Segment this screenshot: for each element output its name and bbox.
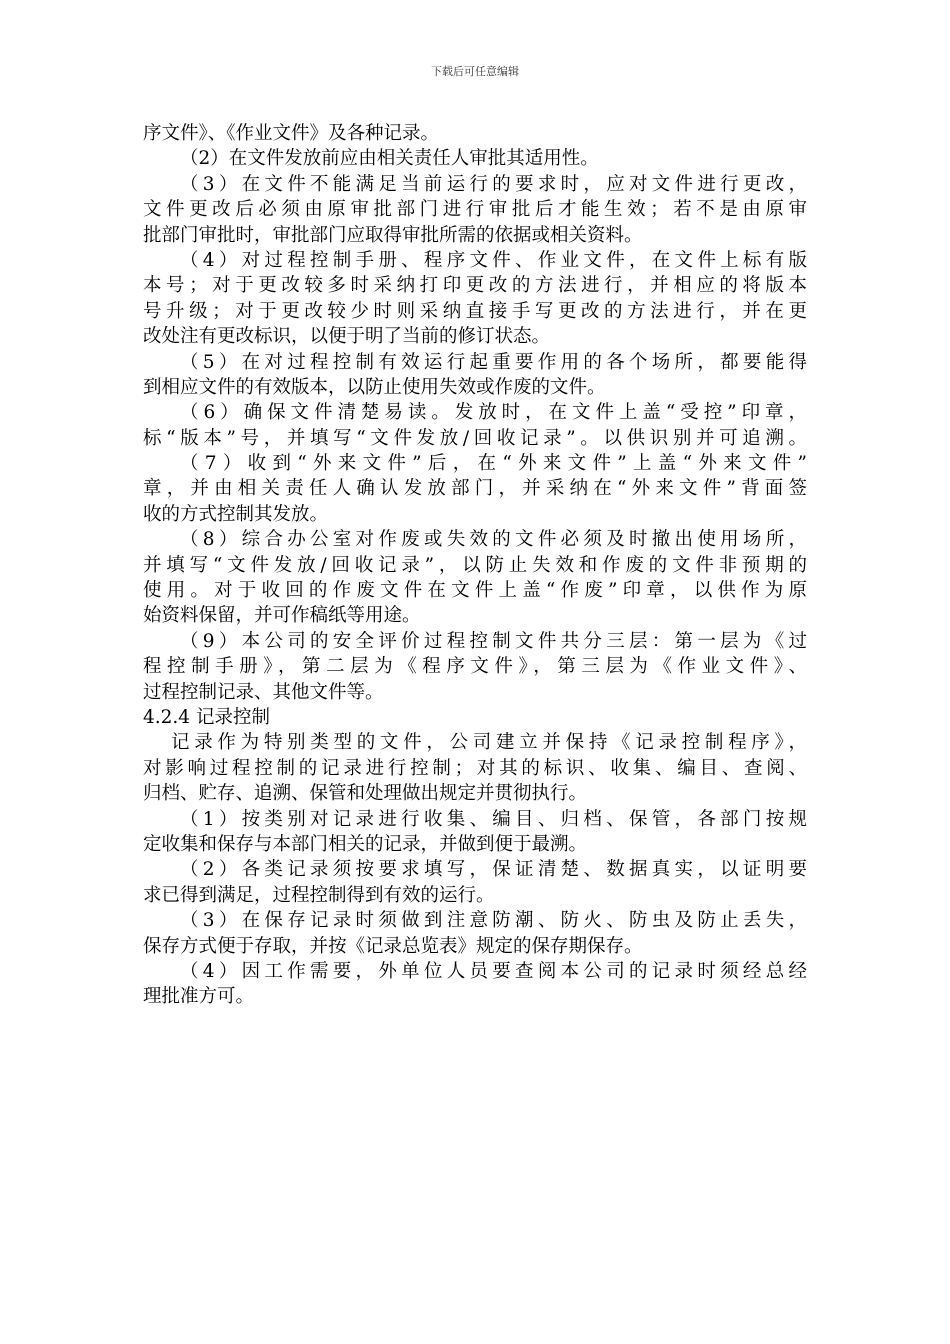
text-line: （8）综合办公室对作废或失效的文件必须及时撤出使用场所， bbox=[180, 529, 807, 551]
text-line: 归档、贮存、追溯、保管和处理做出规定并贯彻执行。 bbox=[143, 783, 588, 805]
text-line: （3）在保存记录时须做到注意防潮、防火、防虫及防止丢失， bbox=[180, 910, 807, 932]
text-line: （3）在文件不能满足当前运行的要求时，应对文件进行更改， bbox=[180, 173, 807, 195]
text-line: 求已得到满足，过程控制得到有效的运行。 bbox=[143, 884, 495, 906]
text-line: 始资料保留，并可作稿纸等用途。 bbox=[143, 605, 421, 627]
section-heading: 4.2.4 记录控制 bbox=[143, 706, 270, 728]
text-line: 过程控制记录、其他文件等。 bbox=[143, 681, 384, 703]
document-body bbox=[143, 121, 807, 1010]
text-line: 本号；对于更改较多时采纳打印更改的方法进行，并相应的将版本 bbox=[143, 275, 807, 297]
text-line: 理批准方可。 bbox=[143, 986, 255, 1008]
text-line: 定收集和保存与本部门相关的记录，并做到便于最溯。 bbox=[143, 833, 588, 855]
text-line: （2）各类记录须按要求填写，保证清楚、数据真实，以证明要 bbox=[180, 859, 807, 881]
text-line: （9）本公司的安全评价过程控制文件共分三层：第一层为《过 bbox=[180, 630, 807, 652]
text-line: 文件更改后必须由原审批部门进行审批后才能生效；若不是由原审 bbox=[143, 199, 807, 221]
text-line: 对影响过程控制的记录进行控制；对其的标识、收集、编目、查阅、 bbox=[143, 757, 807, 779]
text-line: 记录作为特别类型的文件，公司建立并保持《记录控制程序》， bbox=[171, 732, 807, 754]
text-line: 到相应文件的有效版本，以防止使用失效或作废的文件。 bbox=[143, 376, 606, 398]
text-line: 使用。对于收回的作废文件在文件上盖“作废”印章，以供作为原 bbox=[143, 580, 807, 602]
text-line: 号升级；对于更改较少时则采纳直接手写更改的方法进行，并在更 bbox=[143, 300, 807, 322]
text-line: （7）收到“外来文件”后，在“外来文件”上盖“外来文件” bbox=[180, 453, 807, 475]
text-line: 章，并由相关责任人确认发放部门，并采纳在“外来文件”背面签 bbox=[143, 478, 807, 500]
text-line: （4）因工作需要，外单位人员要查阅本公司的记录时须经总经 bbox=[180, 960, 807, 982]
text-line: （2）在文件发放前应由相关责任人审批其适用性。 bbox=[180, 148, 599, 170]
text-line: 批部门审批时，审批部门应取得审批所需的依据或相关资料。 bbox=[143, 224, 643, 246]
text-line: 并填写“文件发放/回收记录”，以防止失效和作废的文件非预期的 bbox=[143, 554, 807, 576]
text-line: 收的方式控制其发放。 bbox=[143, 503, 329, 525]
text-line: （4）对过程控制手册、程序文件、作业文件，在文件上标有版 bbox=[180, 249, 807, 271]
text-line: （6）确保文件清楚易读。发放时，在文件上盖“受控”印章， bbox=[180, 402, 807, 424]
text-line: （1）按类别对记录进行收集、编目、归档、保管，各部门按规 bbox=[180, 808, 807, 830]
text-line: 改处注有更改标识，以便于明了当前的修订状态。 bbox=[143, 326, 551, 348]
text-line: （5）在对过程控制有效运行起重要作用的各个场所，都要能得 bbox=[180, 351, 807, 373]
text-line: 程控制手册》，第二层为《程序文件》，第三层为《作业文件》、 bbox=[143, 656, 807, 678]
text-line: 保存方式便于存取，并按《记录总览表》规定的保存期保存。 bbox=[143, 935, 643, 957]
text-line: 序文件》、《作业文件》及各种记录。 bbox=[143, 123, 440, 144]
page-header-note: 下载后可任意编辑 bbox=[431, 65, 519, 78]
text-line: 标“版本”号，并填写“文件发放/回收记录”。以供识别并可追溯。 bbox=[143, 427, 807, 449]
